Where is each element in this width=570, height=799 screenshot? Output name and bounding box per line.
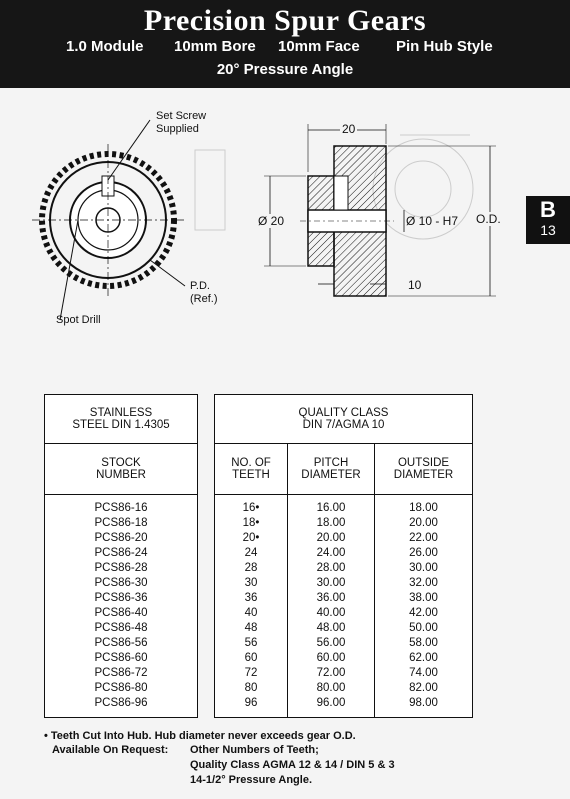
table-row: 56.00	[316, 637, 346, 649]
table-row: PCS86-48	[94, 622, 148, 634]
table-row: 48.00	[316, 622, 346, 634]
table-row: 22.00	[409, 532, 438, 544]
teeth-column-header: NO. OF TEETH	[215, 444, 288, 495]
table-row: 96.00	[316, 697, 346, 709]
table-row: 60	[244, 652, 258, 664]
spec-bore: 10mm Bore	[174, 38, 256, 55]
note-quality-class: Quality Class AGMA 12 & 14 / DIN 5 & 3	[190, 759, 395, 771]
table-row: 26.00	[409, 547, 438, 559]
table-row: 20•	[242, 532, 260, 544]
table-row: 16.00	[316, 502, 346, 514]
table-row: 50.00	[409, 622, 438, 634]
table-row: PCS86-16	[94, 502, 148, 514]
table-row: 56	[244, 637, 258, 649]
table-row: 42.00	[409, 607, 438, 619]
gear-front-view	[32, 120, 185, 320]
table-row: 80	[244, 682, 258, 694]
table-row: 20.00	[316, 532, 346, 544]
table-row: PCS86-40	[94, 607, 148, 619]
dim-width: 20	[342, 122, 356, 136]
table-row: 18.00	[409, 502, 438, 514]
table-row: PCS86-36	[94, 592, 148, 604]
table-row: 36	[244, 592, 258, 604]
stock-number-table	[44, 394, 198, 718]
note-pressure-angle: 14-1/2° Pressure Angle.	[190, 774, 312, 786]
section-tab	[526, 196, 570, 244]
quality-class-table	[214, 394, 473, 718]
table-row: PCS86-60	[94, 652, 148, 664]
label-pitch-diameter: P.D. (Ref.)	[190, 280, 218, 305]
outside-column	[375, 495, 473, 718]
table-row: 60.00	[316, 652, 346, 664]
table-row: 48	[244, 622, 258, 634]
table-row: PCS86-18	[94, 517, 148, 529]
stock-number-list	[45, 495, 198, 718]
table-row: 72.00	[316, 667, 346, 679]
table-row: 18•	[242, 517, 260, 529]
pressure-angle: 20° Pressure Angle	[216, 61, 354, 78]
dim-bore: Ø 10 - H7	[406, 214, 459, 228]
table-row: 30	[244, 577, 258, 589]
table-row: 16•	[242, 502, 260, 514]
table-row: 28.00	[316, 562, 346, 574]
table-row: 74.00	[409, 667, 438, 679]
table-row: PCS86-72	[94, 667, 148, 679]
table-row: 62.00	[409, 652, 438, 664]
table-row: PCS86-28	[94, 562, 148, 574]
table-row: PCS86-80	[94, 682, 148, 694]
table-row: 30.00	[316, 577, 346, 589]
table-row: 82.00	[409, 682, 438, 694]
dim-hub-diameter: Ø 20	[258, 214, 285, 228]
table-row: 32.00	[409, 577, 438, 589]
header-banner	[0, 0, 570, 88]
table-row: 20.00	[409, 517, 438, 529]
pitch-column	[288, 495, 375, 718]
table-row: PCS86-30	[94, 577, 148, 589]
table-row: 24.00	[316, 547, 346, 559]
table-row: 80.00	[316, 682, 346, 694]
table-row: 18.00	[316, 517, 346, 529]
pitch-column-header: PITCH DIAMETER	[288, 444, 375, 495]
note-other-teeth: Other Numbers of Teeth;	[190, 744, 319, 756]
table-row: PCS86-56	[94, 637, 148, 649]
spec-face: 10mm Face	[278, 38, 360, 55]
dim-face: 10	[408, 278, 422, 292]
table-row: 40.00	[316, 607, 346, 619]
spec-module: 1.0 Module	[66, 38, 144, 55]
page-number: 13	[540, 222, 556, 238]
note-available-lead: Available On Request:	[52, 744, 169, 756]
table-row: 36.00	[316, 592, 346, 604]
label-set-screw: Set Screw Supplied	[156, 110, 207, 135]
table-row: 72	[244, 667, 258, 679]
table-row: 24	[244, 547, 258, 559]
gear-side-view	[264, 124, 496, 296]
table-row: PCS86-20	[94, 532, 148, 544]
table-row: PCS86-24	[94, 547, 148, 559]
table-row: 96	[244, 697, 258, 709]
label-spot-drill: Spot Drill	[56, 314, 101, 326]
table-row: 38.00	[409, 592, 438, 604]
table-row: 40	[244, 607, 258, 619]
material-header: STAINLESS STEEL DIN 1.4305	[45, 395, 198, 444]
outside-column-header: OUTSIDE DIAMETER	[375, 444, 473, 495]
spec-style: Pin Hub Style	[396, 38, 493, 55]
note-teeth-cut: • Teeth Cut Into Hub. Hub diameter never exceeds gear O.D.	[44, 730, 356, 742]
table-row: 30.00	[409, 562, 438, 574]
page-title: Precision Spur Gears	[143, 4, 427, 37]
stock-column-header: STOCK NUMBER	[45, 444, 198, 495]
table-row: PCS86-96	[94, 697, 148, 709]
section-letter: B	[540, 197, 556, 222]
dim-outside-diameter: O.D.	[476, 212, 501, 226]
teeth-column	[215, 495, 288, 718]
table-row: 58.00	[409, 637, 438, 649]
table-row: 98.00	[409, 697, 438, 709]
quality-header: QUALITY CLASS DIN 7/AGMA 10	[215, 395, 473, 444]
table-row: 28	[244, 562, 258, 574]
